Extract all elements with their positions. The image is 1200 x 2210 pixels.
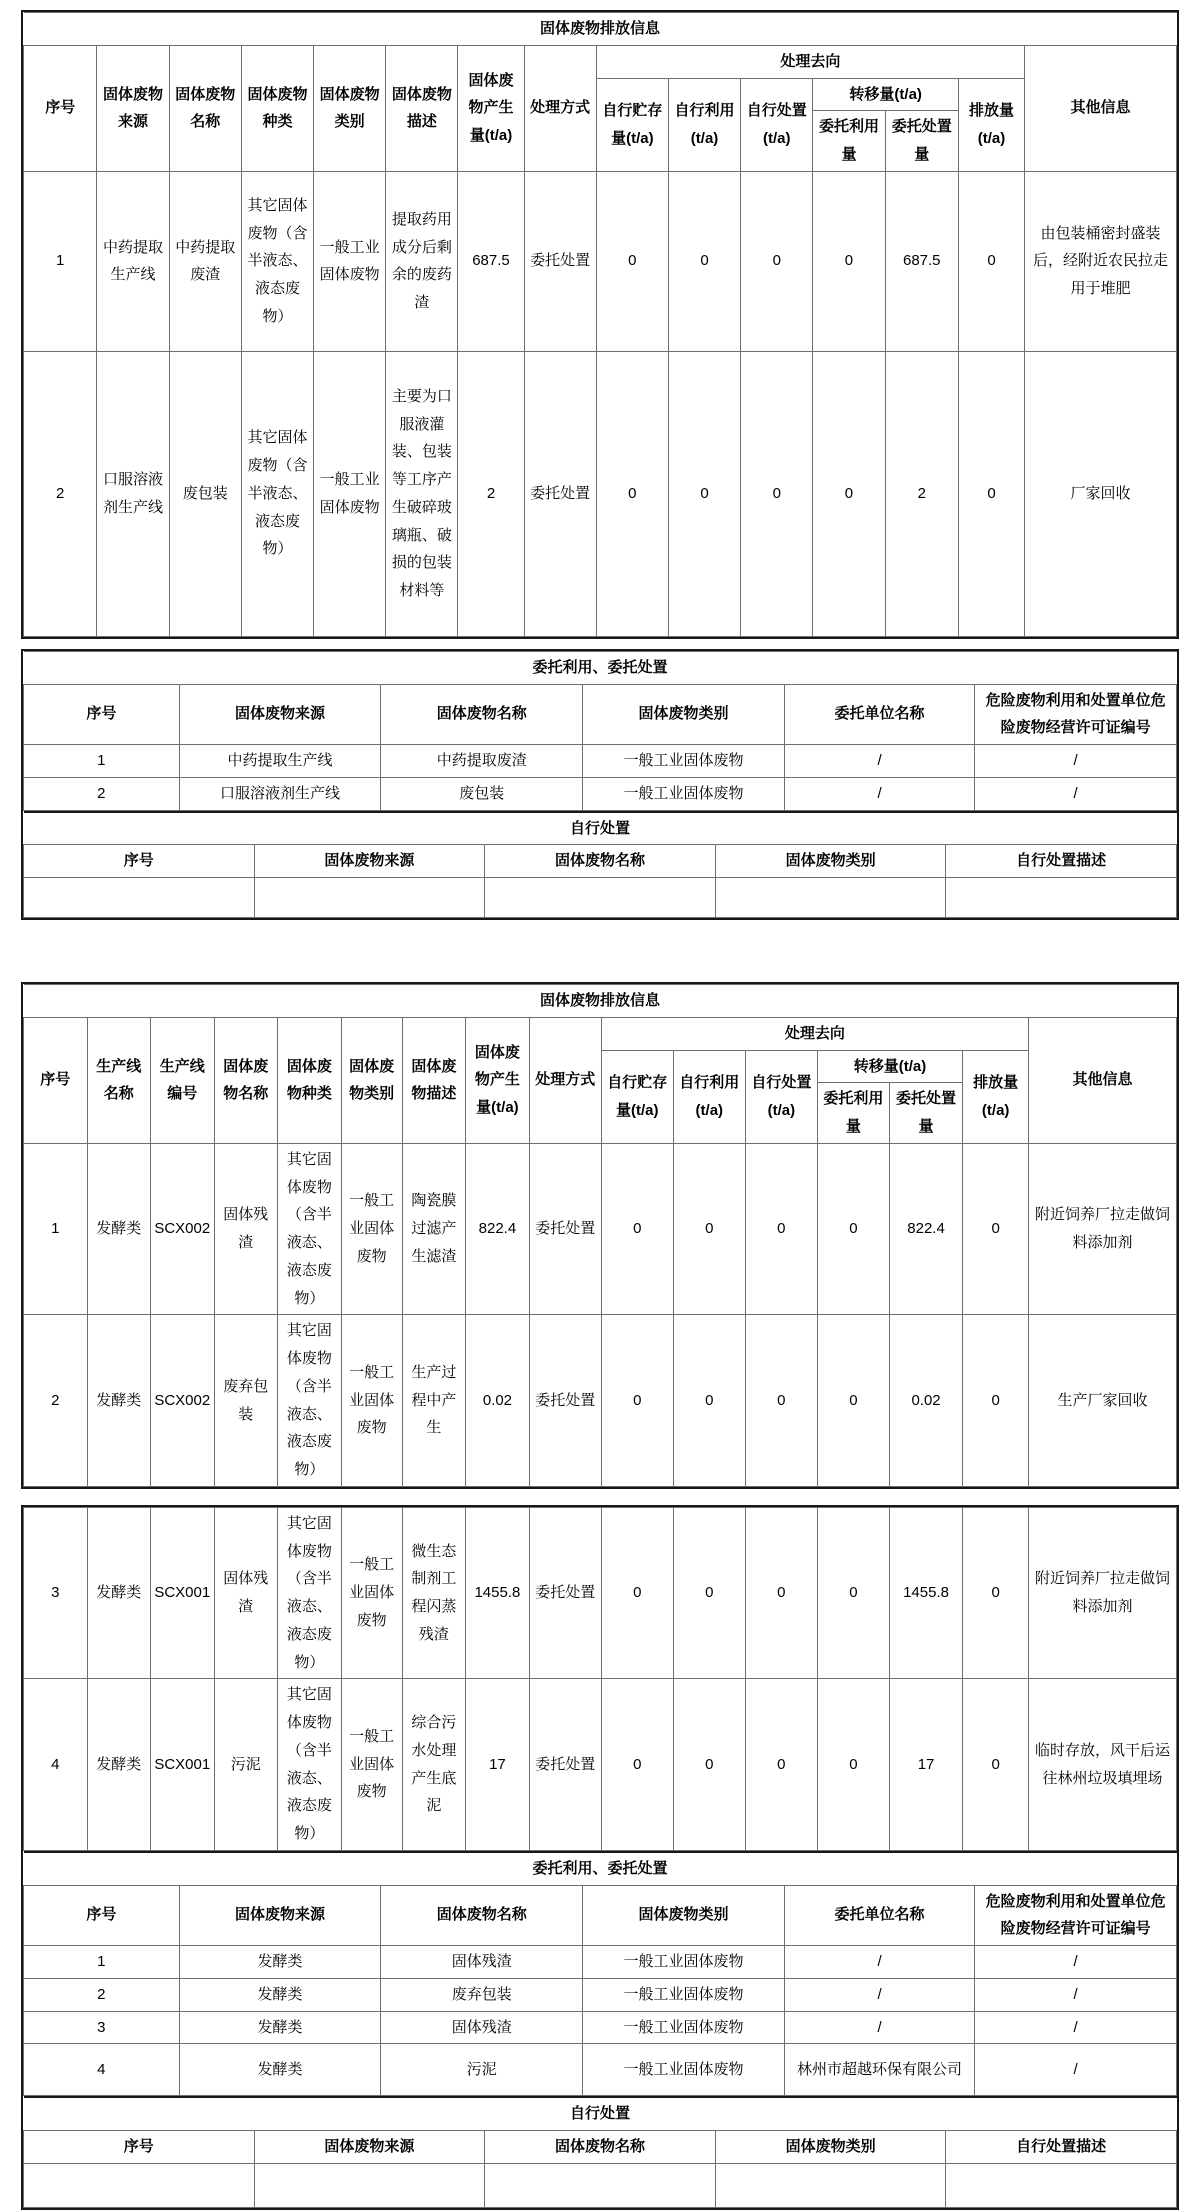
table-cell: 2: [885, 351, 958, 636]
table-row: [24, 1946, 1177, 1979]
column-header: 固体废物名称: [381, 684, 583, 745]
table-cell: 0: [958, 351, 1024, 636]
table-cell: 0: [745, 1315, 817, 1487]
column-header: 自行利用(t/a): [668, 78, 740, 171]
table-cell: 0: [601, 1507, 673, 1679]
table-cell: 0: [601, 1143, 673, 1315]
table-cell: 0: [813, 351, 885, 636]
table-cell: SCX001: [151, 1507, 215, 1679]
table-cell: 0: [817, 1507, 889, 1679]
column-header-group: 处理去向: [596, 45, 1024, 78]
table-cell: [715, 878, 946, 918]
table-cell: 废包装: [169, 351, 241, 636]
table-cell: 委托处置: [529, 1315, 601, 1487]
table-cell: 其它固体废物（含半液态、液态废物）: [278, 1679, 342, 1851]
table-row: [24, 1143, 1177, 1315]
table-cell: [946, 878, 1177, 918]
table-cell: 822.4: [889, 1143, 962, 1315]
waste-table-2-continued: [23, 1507, 1177, 1851]
table-row: [24, 2011, 1177, 2044]
table-cell: 主要为口服液灌装、包装等工序产生破碎玻璃瓶、破损的包装材料等: [386, 351, 458, 636]
waste-table-2-continued-block: [21, 1505, 1179, 2210]
table-cell: 中药提取生产线: [179, 745, 381, 778]
column-header: 序号: [24, 45, 97, 171]
table-cell: /: [975, 1946, 1177, 1979]
table-cell: 发酵类: [87, 1679, 151, 1851]
table-cell: 0.02: [466, 1315, 530, 1487]
table-cell: 固体残渣: [381, 1946, 583, 1979]
table-cell: 687.5: [458, 171, 524, 351]
table-row: [24, 351, 1177, 636]
column-header: 序号: [24, 2131, 255, 2164]
table-row: [24, 1507, 1177, 1679]
column-header: 自行贮存量(t/a): [596, 78, 668, 171]
table-cell: 中药提取生产线: [97, 171, 169, 351]
table-row: [24, 171, 1177, 351]
table-cell: 一般工业固体废物: [341, 1507, 402, 1679]
table-cell: [254, 878, 485, 918]
table-cell: /: [784, 1946, 974, 1979]
table-cell: 临时存放，风干后运往林州垃圾填埋场: [1029, 1679, 1177, 1851]
table-cell: 0: [745, 1679, 817, 1851]
table-cell: 发酵类: [87, 1315, 151, 1487]
column-header: 固体废物名称: [485, 845, 716, 878]
table-cell: 一般工业固体废物: [583, 2011, 785, 2044]
table-cell: 提取药用成分后剩余的废药渣: [386, 171, 458, 351]
table-cell: /: [784, 1978, 974, 2011]
table-cell: SCX001: [151, 1679, 215, 1851]
column-header: 自行处置(t/a): [745, 1050, 817, 1143]
table-cell: 污泥: [214, 1679, 278, 1851]
column-header: 序号: [24, 684, 180, 745]
column-header: 序号: [24, 845, 255, 878]
column-header: 固体废物来源: [179, 684, 381, 745]
column-header: 委托单位名称: [784, 1885, 974, 1946]
table-cell: 固体残渣: [214, 1507, 278, 1679]
table-cell: 废弃包装: [381, 1978, 583, 2011]
table-cell: 3: [24, 1507, 88, 1679]
column-header: 固体废物种类: [241, 45, 313, 171]
section-title: 固体废物排放信息: [24, 985, 1177, 1018]
table-cell: 委托处置: [529, 1507, 601, 1679]
column-header: 其他信息: [1029, 1017, 1177, 1143]
table-cell: 17: [466, 1679, 530, 1851]
table-cell: 17: [889, 1679, 962, 1851]
table-row: [24, 878, 1177, 918]
table-cell: 废弃包装: [214, 1315, 278, 1487]
table-cell: 1: [24, 1946, 180, 1979]
table-cell: 委托处置: [524, 171, 596, 351]
table-cell: 一般工业固体废物: [583, 777, 785, 810]
column-header: 固体废物类别: [314, 45, 386, 171]
table-cell: 0: [963, 1315, 1029, 1487]
table-row: [24, 777, 1177, 810]
column-header: 固体废物种类: [278, 1017, 342, 1143]
table-cell: 一般工业固体废物: [583, 2044, 785, 2096]
column-header: 处理方式: [529, 1017, 601, 1143]
table-cell: 厂家回收: [1025, 351, 1177, 636]
column-header: 生产线编号: [151, 1017, 215, 1143]
table-cell: 0: [673, 1507, 745, 1679]
table-cell: 其它固体废物（含半液态、液态废物）: [278, 1143, 342, 1315]
table-cell: 一般工业固体废物: [583, 745, 785, 778]
table-cell: 2: [24, 1978, 180, 2011]
table-cell: 一般工业固体废物: [583, 1946, 785, 1979]
column-header: 其他信息: [1025, 45, 1177, 171]
table-cell: 3: [24, 2011, 180, 2044]
column-header: 固体废物名称: [214, 1017, 278, 1143]
column-header: 委托处置量: [885, 111, 958, 172]
table-cell: 0: [745, 1507, 817, 1679]
table-cell: 1: [24, 171, 97, 351]
table-cell: 废包装: [381, 777, 583, 810]
table-cell: [24, 2163, 255, 2207]
table-row: [24, 1978, 1177, 2011]
column-header: 固体废物名称: [485, 2131, 716, 2164]
column-header: 排放量(t/a): [958, 78, 1024, 171]
table-cell: SCX002: [151, 1315, 215, 1487]
table-cell: 其它固体废物（含半液态、液态废物）: [278, 1507, 342, 1679]
table-cell: [24, 878, 255, 918]
column-header: 固体废物类别: [583, 1885, 785, 1946]
column-header: 固体废物名称: [169, 45, 241, 171]
column-header: 处理方式: [524, 45, 596, 171]
table-cell: 发酵类: [87, 1143, 151, 1315]
table-cell: 口服溶液剂生产线: [97, 351, 169, 636]
table-cell: 一般工业固体废物: [583, 1978, 785, 2011]
table-cell: 微生态制剂工程闪蒸残渣: [402, 1507, 466, 1679]
table-cell: 其它固体废物（含半液态、液态废物）: [278, 1315, 342, 1487]
column-header: 委托单位名称: [784, 684, 974, 745]
table-cell: 0: [817, 1315, 889, 1487]
table-cell: 0: [817, 1143, 889, 1315]
column-header: 危险废物利用和处置单位危险废物经营许可证编号: [975, 1885, 1177, 1946]
table-cell: 822.4: [466, 1143, 530, 1315]
column-header-group: 处理去向: [601, 1017, 1028, 1050]
table-cell: 0: [668, 171, 740, 351]
table-cell: 固体残渣: [381, 2011, 583, 2044]
table-cell: 0: [813, 171, 885, 351]
table-cell: 1455.8: [466, 1507, 530, 1679]
table-cell: 发酵类: [179, 2011, 381, 2044]
column-header: 序号: [24, 1017, 88, 1143]
table-row: [24, 2163, 1177, 2207]
table-cell: 0: [668, 351, 740, 636]
table-cell: 1: [24, 745, 180, 778]
table-cell: 其它固体废物（含半液态、液态废物）: [241, 351, 313, 636]
table-cell: 污泥: [381, 2044, 583, 2096]
table-cell: 1455.8: [889, 1507, 962, 1679]
table-cell: 固体残渣: [214, 1143, 278, 1315]
section-title: 委托利用、委托处置: [24, 1852, 1177, 1885]
self-dispose-table-2: [23, 2096, 1177, 2208]
table-cell: 委托处置: [529, 1679, 601, 1851]
table-cell: 4: [24, 2044, 180, 2096]
table-cell: [715, 2163, 946, 2207]
column-header: 自行处置(t/a): [741, 78, 813, 171]
column-header: 固体废物类别: [583, 684, 785, 745]
table-cell: 0: [963, 1143, 1029, 1315]
waste-table-1: [23, 12, 1177, 637]
table-row: [24, 745, 1177, 778]
column-header: 固体废物名称: [381, 1885, 583, 1946]
table-cell: /: [784, 745, 974, 778]
table-cell: /: [975, 2011, 1177, 2044]
table-cell: 0: [596, 351, 668, 636]
table-cell: 0: [745, 1143, 817, 1315]
column-header: 固体废物描述: [402, 1017, 466, 1143]
table-cell: 一般工业固体废物: [341, 1315, 402, 1487]
table-cell: SCX002: [151, 1143, 215, 1315]
table-cell: 发酵类: [179, 1946, 381, 1979]
table-cell: 一般工业固体废物: [341, 1143, 402, 1315]
column-header-group: 转移量(t/a): [817, 1050, 962, 1083]
section-title: 自行处置: [24, 812, 1177, 845]
column-header: 固体废物类别: [715, 2131, 946, 2164]
table-cell: 2: [24, 351, 97, 636]
section-title: 委托利用、委托处置: [24, 651, 1177, 684]
table-cell: 发酵类: [87, 1507, 151, 1679]
table-cell: 2: [458, 351, 524, 636]
table-cell: 附近饲养厂拉走做饲料添加剂: [1029, 1507, 1177, 1679]
column-header: 固体废物来源: [254, 2131, 485, 2164]
column-header: 危险废物利用和处置单位危险废物经营许可证编号: [975, 684, 1177, 745]
column-header: 固体废物产生量(t/a): [466, 1017, 530, 1143]
column-header: 固体废物类别: [715, 845, 946, 878]
table-cell: 中药提取废渣: [381, 745, 583, 778]
column-header: 固体废物来源: [254, 845, 485, 878]
table-cell: 0: [596, 171, 668, 351]
column-header: 固体废物来源: [179, 1885, 381, 1946]
table-cell: 附近饲养厂拉走做饲料添加剂: [1029, 1143, 1177, 1315]
table-cell: 0: [673, 1143, 745, 1315]
table-cell: /: [975, 1978, 1177, 2011]
column-header: 自行处置描述: [946, 845, 1177, 878]
table-cell: 一般工业固体废物: [314, 171, 386, 351]
table-cell: 4: [24, 1679, 88, 1851]
table-cell: 2: [24, 1315, 88, 1487]
column-header: 固体废物产生量(t/a): [458, 45, 524, 171]
table-cell: /: [975, 745, 1177, 778]
table-cell: 1: [24, 1143, 88, 1315]
column-header: 自行处置描述: [946, 2131, 1177, 2164]
section-title: 自行处置: [24, 2097, 1177, 2130]
table-cell: 中药提取废渣: [169, 171, 241, 351]
table-cell: [946, 2163, 1177, 2207]
table-row: [24, 1679, 1177, 1851]
table-cell: 委托处置: [524, 351, 596, 636]
table-cell: 0: [601, 1315, 673, 1487]
table-cell: [485, 2163, 716, 2207]
table-cell: /: [784, 2011, 974, 2044]
column-header: 自行利用(t/a): [673, 1050, 745, 1143]
table-cell: 林州市超越环保有限公司: [784, 2044, 974, 2096]
table-row: [24, 1315, 1177, 1487]
table-cell: 0: [673, 1315, 745, 1487]
column-header: 自行贮存量(t/a): [601, 1050, 673, 1143]
column-header: 固体废物描述: [386, 45, 458, 171]
column-header: 固体废物来源: [97, 45, 169, 171]
table-cell: 0: [741, 171, 813, 351]
column-header: 生产线名称: [87, 1017, 151, 1143]
table-cell: 综合污水处理产生底泥: [402, 1679, 466, 1851]
table-cell: 一般工业固体废物: [341, 1679, 402, 1851]
table-cell: 口服溶液剂生产线: [179, 777, 381, 810]
table-cell: 0: [673, 1679, 745, 1851]
table-row: [24, 2044, 1177, 2096]
table-cell: 生产过程中产生: [402, 1315, 466, 1487]
table-cell: 0: [963, 1507, 1029, 1679]
table-cell: 发酵类: [179, 1978, 381, 2011]
entrust-table-1: [23, 651, 1177, 811]
self-dispose-table-1: [23, 811, 1177, 919]
waste-table-2: [23, 984, 1177, 1487]
table-cell: 生产厂家回收: [1029, 1315, 1177, 1487]
column-header: 委托处置量: [889, 1083, 962, 1144]
entrust-table-2: [23, 1851, 1177, 2097]
table-cell: 2: [24, 777, 180, 810]
section-title: 固体废物排放信息: [24, 13, 1177, 46]
column-header: 委托利用量: [817, 1083, 889, 1144]
table-cell: 陶瓷膜过滤产生滤渣: [402, 1143, 466, 1315]
column-header: 委托利用量: [813, 111, 885, 172]
table-cell: 0: [958, 171, 1024, 351]
table-cell: 687.5: [885, 171, 958, 351]
table-cell: 0: [817, 1679, 889, 1851]
table-cell: /: [975, 777, 1177, 810]
table-cell: 一般工业固体废物: [314, 351, 386, 636]
table-cell: 0: [601, 1679, 673, 1851]
table-cell: 其它固体废物（含半液态、液态废物）: [241, 171, 313, 351]
table-cell: /: [975, 2044, 1177, 2096]
table-cell: 发酵类: [179, 2044, 381, 2096]
table-cell: 0.02: [889, 1315, 962, 1487]
table-cell: 委托处置: [529, 1143, 601, 1315]
report-page: [21, 10, 1179, 2210]
entrust-block-1: [21, 649, 1179, 920]
table-cell: [254, 2163, 485, 2207]
table-cell: 0: [741, 351, 813, 636]
waste-table-1-block: [21, 10, 1179, 639]
column-header: 排放量(t/a): [963, 1050, 1029, 1143]
column-header: 固体废物类别: [341, 1017, 402, 1143]
waste-table-2-block: [21, 982, 1179, 1489]
table-cell: 0: [963, 1679, 1029, 1851]
column-header-group: 转移量(t/a): [813, 78, 959, 111]
table-cell: /: [784, 777, 974, 810]
table-cell: [485, 878, 716, 918]
column-header: 序号: [24, 1885, 180, 1946]
table-cell: 由包装桶密封盛装后，经附近农民拉走用于堆肥: [1025, 171, 1177, 351]
